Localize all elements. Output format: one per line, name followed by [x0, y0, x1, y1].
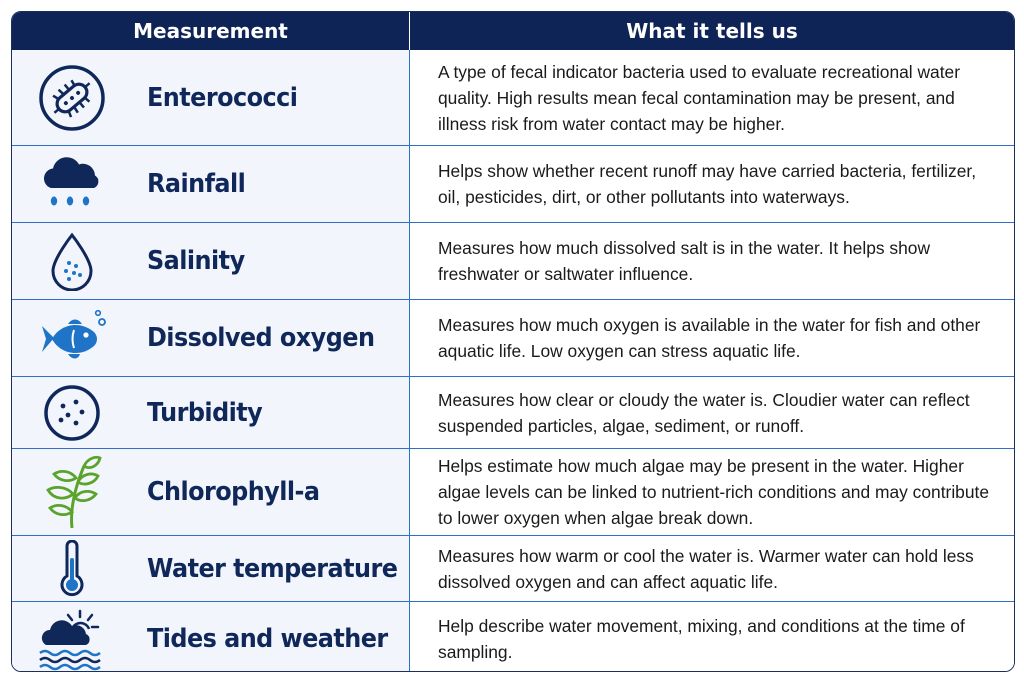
header-what-it-tells-us: What it tells us [626, 19, 798, 43]
description-cell [410, 300, 1014, 376]
measurement-description: Help describe water movement, mixing, and conditions at the time of sampling. [438, 615, 965, 662]
measurement-name: Enterococci [147, 82, 298, 113]
measurement-description: A type of fecal indicator bacteria used to evaluate recreational water quality. High results mean fecal contamination may be present, and illness risk from water contact may be higher. [438, 61, 961, 134]
table-row [12, 50, 1014, 145]
thermometer-icon [12, 536, 132, 601]
measurement-cell [12, 300, 410, 376]
table-row [12, 535, 1014, 601]
table-row [12, 601, 1014, 672]
table-row [12, 448, 1014, 535]
sun-cloud-waves-icon [12, 602, 132, 672]
measurement-name: Dissolved oxygen [147, 323, 375, 353]
rain-cloud-icon [12, 146, 132, 222]
description-cell [410, 146, 1014, 222]
measurement-cell [12, 146, 410, 222]
measurement-description: Measures how clear or cloudy the water is. Cloudier water can reflect suspended particles, algae, sediment, or runoff. [438, 389, 970, 436]
bacteria-icon [12, 50, 132, 145]
description-cell [410, 449, 1014, 535]
measurement-name: Rainfall [147, 169, 246, 199]
description-cell [410, 223, 1014, 299]
measurement-description: Helps estimate how much algae may be present in the water. Higher algae levels can be linked to nutrient-rich conditions and may contribute to lower oxygen when algae break down. [438, 456, 990, 528]
table-row [12, 222, 1014, 299]
measurement-cell [12, 449, 410, 535]
measurement-cell [12, 223, 410, 299]
measurement-cell [12, 377, 410, 448]
description-cell [410, 536, 1014, 601]
measurement-name: Turbidity [147, 397, 263, 428]
table-body [12, 50, 1014, 672]
measurement-name: Salinity [147, 246, 245, 276]
description-cell [410, 377, 1014, 448]
description-cell [410, 602, 1014, 672]
salt-drop-icon [12, 223, 132, 299]
measurement-name: Water temperature [147, 553, 398, 584]
measurement-description: Measures how much dissolved salt is in the water. It helps show freshwater or saltwater influence. [438, 238, 930, 284]
header-measurement: Measurement [12, 12, 410, 50]
measurement-name: Chlorophyll-a [147, 477, 320, 507]
table-header [12, 12, 1014, 50]
leaf-plant-icon [12, 449, 132, 535]
particles-circle-icon [12, 377, 132, 448]
table-row [12, 145, 1014, 222]
fish-icon [12, 300, 132, 376]
measurement-description: Measures how much oxygen is available in the water for fish and other aquatic life. Low oxygen can stress aquatic life. [438, 315, 981, 361]
measurement-cell [12, 50, 410, 145]
measurements-table [11, 11, 1015, 672]
table-row [12, 299, 1014, 376]
measurement-description: Helps show whether recent runoff may have carried bacteria, fertilizer, oil, pesticides, dirt, or other pollutants into waterways. [438, 161, 977, 207]
measurement-cell [12, 602, 410, 672]
measurement-cell [12, 536, 410, 601]
table-row [12, 376, 1014, 448]
measurement-name: Tides and weather [147, 623, 388, 654]
description-cell [410, 50, 1014, 145]
measurement-description: Measures how warm or cool the water is. Warmer water can hold less dissolved oxygen and can affect aquatic life. [438, 545, 974, 592]
